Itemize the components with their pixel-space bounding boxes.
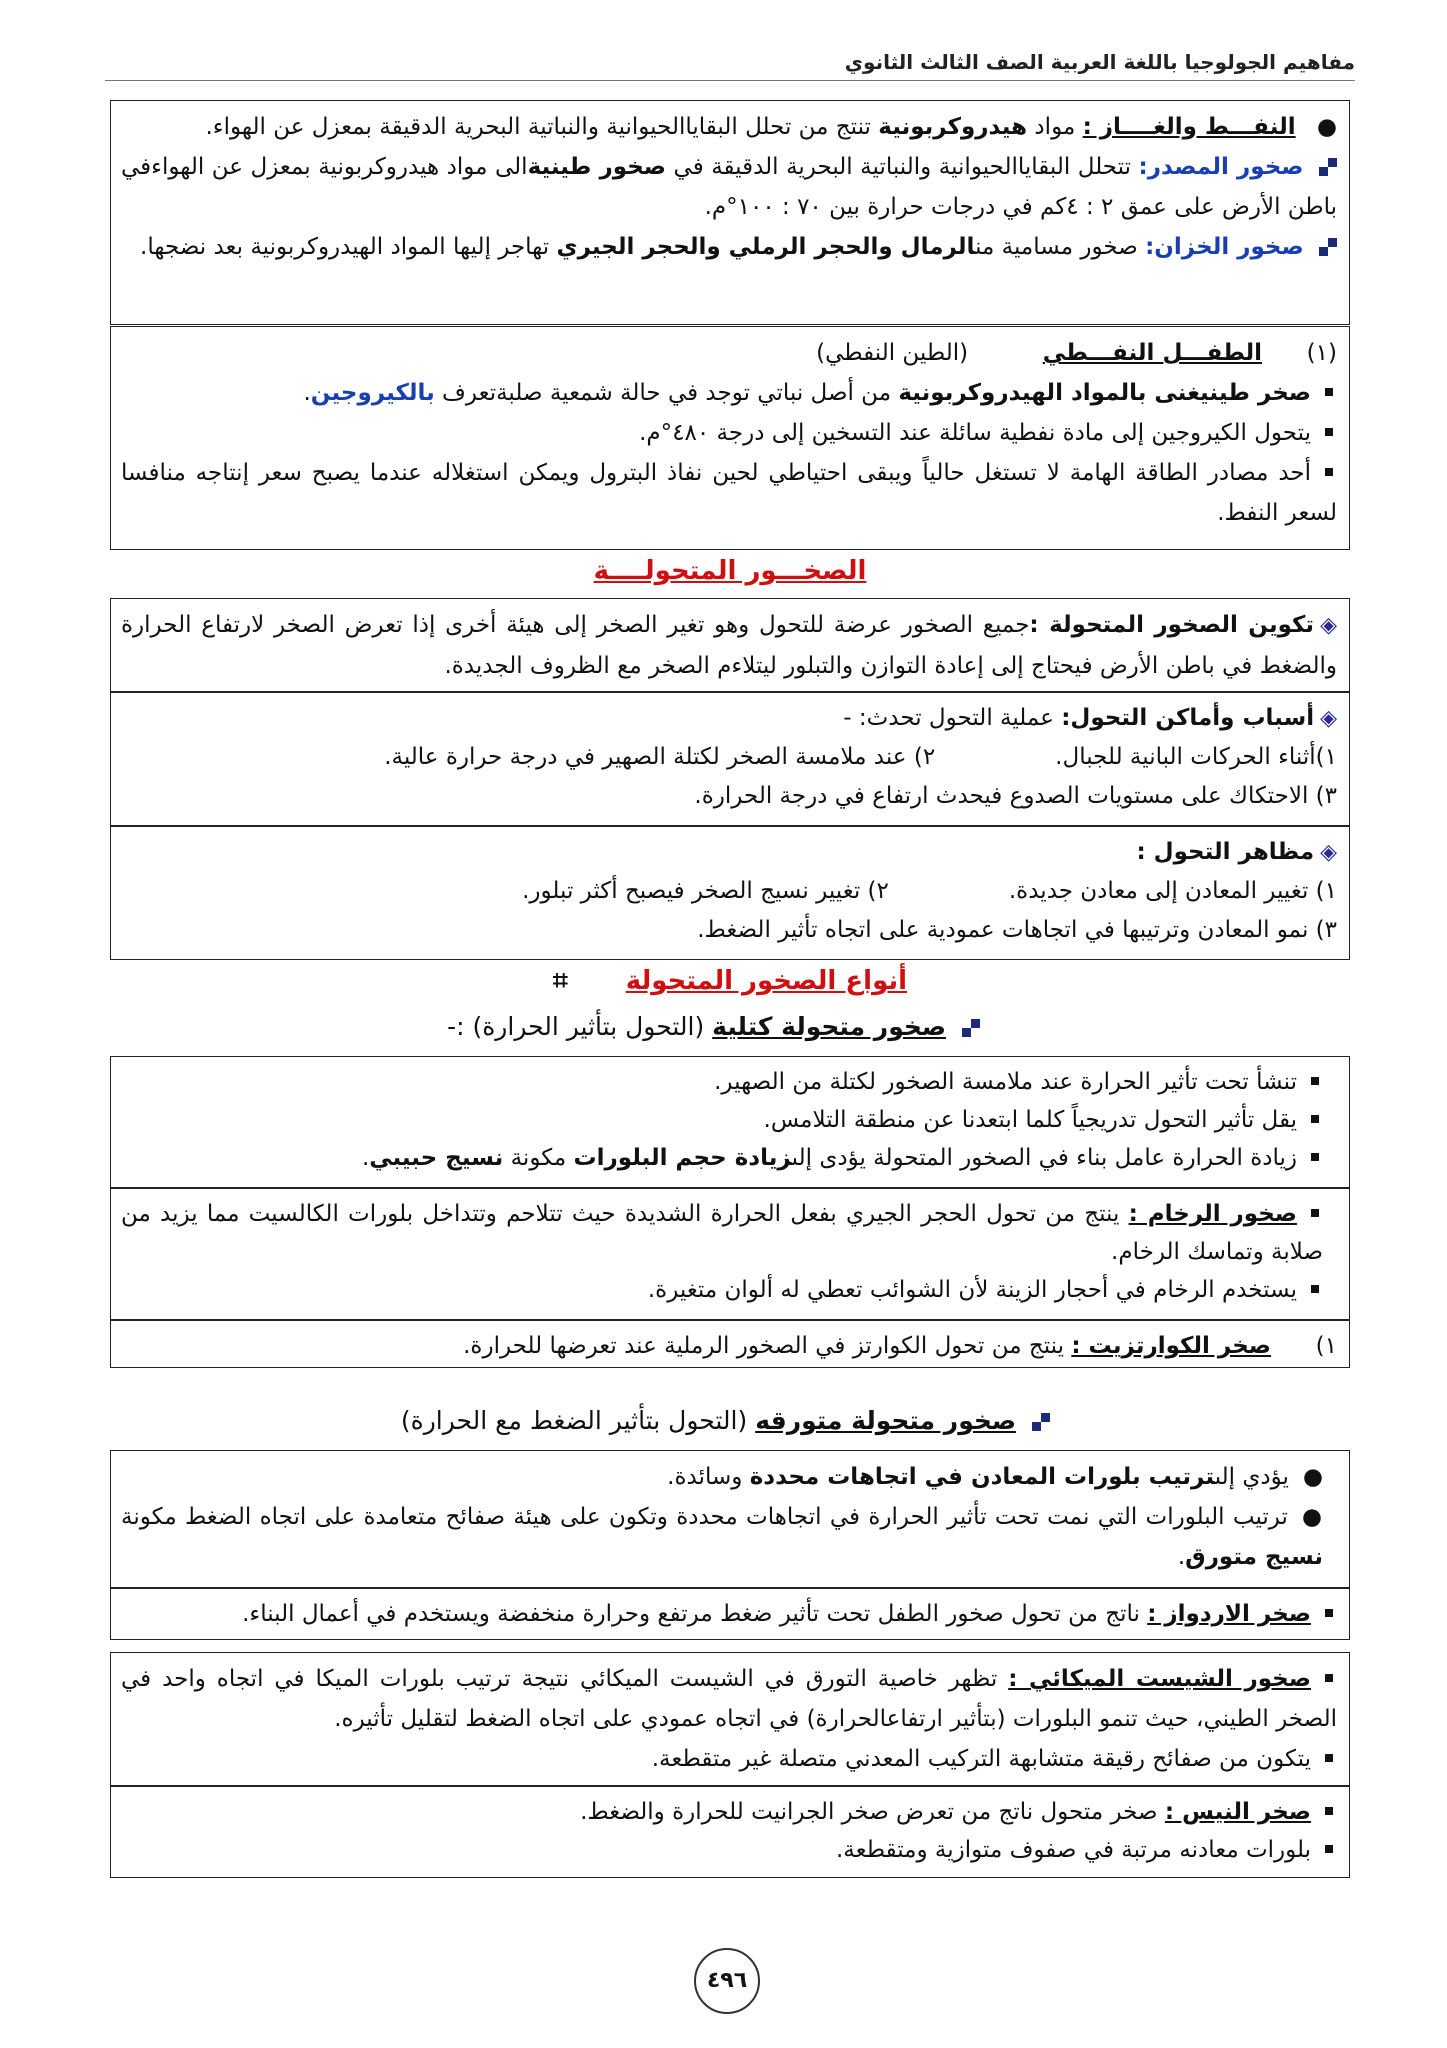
bold-text: نسيج متورق xyxy=(1185,1544,1323,1570)
term-oil-gas: النفـــط والغــــاز : xyxy=(1082,114,1296,140)
text: مكونة xyxy=(503,1145,574,1171)
text: الى مواد هيدروكربونية بمعزل عن الهواءفي باطن الأرض على عمق ٢ : ٤كم في درجات حرارة بين ٧٠ : ١٠٠°م. xyxy=(121,154,1337,220)
section-heading-metamorphic xyxy=(110,556,1350,586)
contact-meta-box xyxy=(110,1056,1350,1188)
subheading-foliated xyxy=(110,1406,1350,1435)
diamond-bullet-icon: ◈ xyxy=(1320,840,1337,865)
subheading-bold: صخور متحولة متورقه xyxy=(755,1406,1017,1435)
square-bullet-icon xyxy=(1311,1209,1319,1217)
text: من أصل نباتي توجد في حالة شمعية صلبةتعرف xyxy=(434,380,899,406)
square-bullet-icon xyxy=(1325,1754,1333,1762)
square-bullet-icon xyxy=(1311,1077,1319,1085)
square-bullet-icon xyxy=(1325,1845,1333,1853)
list-item xyxy=(121,1063,1337,1101)
term-marble: صخور الرخام : xyxy=(1128,1201,1297,1227)
text: تنشأ تحت تأثير الحرارة عند ملامسة الصخور لكتلة من الصهير. xyxy=(714,1069,1297,1095)
bold-text: الرمال والحجر الرملي والحجر الجيري xyxy=(556,234,976,260)
text: وسائدة. xyxy=(667,1464,750,1490)
reservoir-rocks-definition xyxy=(121,227,1337,267)
text: تتحلل البقاياالحيوانية والنباتية البحرية الدقيقة في xyxy=(666,154,1139,180)
text: يتكون من صفائح رقيقة متشابهة التركيب المعدني متصلة غير متقطعة. xyxy=(651,1746,1311,1772)
list-item xyxy=(121,911,1337,950)
causes-items-row xyxy=(121,738,1337,777)
square-bullet-icon xyxy=(1325,428,1333,436)
list-item: ١) تغيير المعادن إلى معادن جديدة. xyxy=(1008,878,1337,904)
mica-schist-definition xyxy=(121,1659,1337,1739)
causes-title-line xyxy=(121,699,1337,738)
text: زيادة الحرارة عامل بناء في الصخور المتحولة يؤدى إلى xyxy=(791,1145,1297,1171)
oil-gas-box xyxy=(110,100,1350,325)
text: ينتج من تحول الحجر الجيري بفعل الحرارة الشديدة حيث تتلاحم وتتداخل بلورات الكالسيت مما يزيد من صلابة وتماسك الرخام. xyxy=(121,1201,1323,1265)
formation-box xyxy=(110,598,1350,692)
text: عملية التحول تحدث: - xyxy=(843,705,1062,731)
square-bullet-icon xyxy=(1325,388,1333,396)
list-item xyxy=(121,1497,1337,1577)
causes-box xyxy=(110,692,1350,826)
list-item: ٢) عند ملامسة الصخر لكتلة الصهير في درجة حرارة عالية. xyxy=(384,744,936,770)
subheading-contact xyxy=(110,1012,1350,1041)
formation-definition xyxy=(121,605,1337,686)
term-quartzite: صخر الكوارتزيت : xyxy=(1071,1333,1272,1359)
heading-text: الصخـــور المتحولــــة xyxy=(593,556,867,586)
term-gneiss: صخر النيس : xyxy=(1164,1799,1311,1825)
checker-square-icon xyxy=(1319,158,1337,176)
term-reservoir-rocks: صخور الخزان: xyxy=(1145,234,1304,260)
text: ينتج من تحول الكوارتز في الصخور الرملية عند تعرضها للحرارة. xyxy=(463,1333,1072,1359)
section-heading-types xyxy=(110,966,1350,997)
term-aspects: مظاهر التحول : xyxy=(1136,839,1315,865)
term-slate: صخر الاردواز : xyxy=(1147,1601,1311,1627)
term-source-rocks: صخور المصدر: xyxy=(1138,154,1304,180)
text: . xyxy=(1177,1544,1186,1570)
slate-definition xyxy=(121,1595,1337,1633)
oil-shale-title: الطفـــل النفـــطي xyxy=(1042,340,1263,366)
square-bullet-icon xyxy=(1325,1674,1333,1682)
list-item: ٢) تغيير نسيج الصخر فيصبح أكثر تبلور. xyxy=(522,878,889,904)
list-item xyxy=(121,1457,1337,1497)
text: ناتج من تحول صخور الطفل تحت تأثير ضغط مرتفع وحرارة منخفضة ويستخدم في أعمال البناء. xyxy=(242,1601,1148,1627)
text: يقل تأثير التحول تدريجياً كلما ابتعدنا عن منطقة التلامس. xyxy=(763,1107,1297,1133)
aspects-box xyxy=(110,826,1350,960)
marble-definition xyxy=(121,1195,1337,1271)
quartzite-definition xyxy=(121,1327,1337,1365)
quartzite-box xyxy=(110,1320,1350,1368)
checker-square-icon xyxy=(1319,238,1337,256)
heading-text: أنواع الصخور المتحولة xyxy=(625,966,908,996)
oil-shale-alt-name: (الطين النفطي) xyxy=(816,340,969,366)
text: ٣) نمو المعادن وترتيبها في اتجاهات عمودية على اتجاه تأثير الضغط. xyxy=(697,917,1337,943)
bullet-dot-icon: ● xyxy=(1302,1464,1323,1490)
square-bullet-icon xyxy=(1311,1285,1319,1293)
checker-square-icon xyxy=(1032,1413,1050,1431)
diamond-bullet-icon: ◈ xyxy=(1320,706,1337,731)
square-bullet-icon xyxy=(1325,1609,1333,1617)
bold-text: صخور طينية xyxy=(527,154,667,180)
page-number: ٤٩٦ xyxy=(694,1948,760,2014)
page-header xyxy=(105,44,1355,81)
list-item xyxy=(121,777,1337,816)
item-number: (١) xyxy=(1306,340,1337,366)
list-item xyxy=(121,1831,1337,1869)
list-item xyxy=(121,373,1337,413)
text: يتحول الكيروجين إلى مادة نفطية سائلة عند التسخين إلى درجة ٤٨٠°م. xyxy=(639,420,1311,446)
text: تنتج من تحلل البقاياالحيوانية والنباتية البحرية الدقيقة بمعزل عن الهواء. xyxy=(205,114,879,140)
kerogen-term: بالكيروجين xyxy=(310,380,435,406)
gneiss-box xyxy=(110,1786,1350,1878)
text: جميع الصخور عرضة للتحول وهو تغير الصخر إلى هيئة أخرى إذا تعرض الصخر لارتفاع الحرارة والضغط في باطن الأرض فيحتاج إلى إعادة التوازن والتبلور ليتلاءم الصخر مع الظروف الجديدة. xyxy=(121,612,1337,679)
list-item xyxy=(121,413,1337,453)
square-bullet-icon xyxy=(1325,468,1333,476)
square-bullet-icon xyxy=(1325,1807,1333,1815)
subheading-bold: صخور متحولة كتلية xyxy=(712,1012,947,1041)
text: مواد xyxy=(1027,114,1083,140)
aspects-items-row xyxy=(121,872,1337,911)
subheading-text: (التحول بتأثير الضغط مع الحرارة) xyxy=(400,1406,756,1435)
text: . xyxy=(303,380,311,406)
item-number: ١) xyxy=(1315,1333,1337,1359)
term-formation: تكوين الصخور المتحولة : xyxy=(1029,612,1315,638)
hash-icon: ⌗ xyxy=(552,966,568,996)
diamond-bullet-icon: ◈ xyxy=(1320,613,1337,638)
text: يؤدي إلى xyxy=(1214,1464,1289,1490)
gneiss-definition xyxy=(121,1793,1337,1831)
text: أحد مصادر الطاقة الهامة لا تستغل حالياً ويبقى احتياطي لحين نفاذ البترول ويمكن استغلاله عندما يصبح سعر إنتاجه منافسا لسعر النفط. xyxy=(121,460,1337,526)
header-title: مفاهيم الجولوجيا باللغة العربية الصف الثالث الثانوي xyxy=(844,50,1355,74)
bullet-dot-icon: ● xyxy=(1301,1504,1323,1530)
source-rocks-definition xyxy=(121,147,1337,227)
bold-text: ترتيب بلورات المعادن في اتجاهات محددة xyxy=(749,1464,1215,1490)
text: تظهر خاصية التورق في الشيست الميكائي نتيجة ترتيب بلورات الميكا في اتجاه واحد في الصخر الطيني، حيث تنمو البلورات (بتأثير ارتفاعالحرارة) في اتجاه عمودي على اتجاه الضغط لتقليل تأثيره. xyxy=(121,1666,1337,1732)
text: ٣) الاحتكاك على مستويات الصدوع فيحدث ارتفاع في درجة الحرارة. xyxy=(694,783,1337,809)
text: صخور مسامية من xyxy=(975,234,1146,260)
square-bullet-icon xyxy=(1311,1115,1319,1123)
bold-text: نسيج حبيبي xyxy=(369,1145,504,1171)
aspects-title-line xyxy=(121,833,1337,872)
square-bullet-icon xyxy=(1311,1153,1319,1161)
list-item xyxy=(121,1139,1337,1177)
bold-text: هيدروكربونية xyxy=(878,114,1028,140)
mica-schist-box xyxy=(110,1652,1350,1786)
marble-box xyxy=(110,1188,1350,1320)
term-causes: أسباب وأماكن التحول: xyxy=(1061,705,1315,731)
list-item xyxy=(121,1101,1337,1139)
text: . xyxy=(361,1145,370,1171)
text: ترتيب البلورات التي نمت تحت تأثير الحرارة في اتجاهات محددة وتكون على هيئة صفائح متعامدة على اتجاه الضغط مكونة xyxy=(121,1504,1288,1530)
text: صخر متحول ناتج من تعرض صخر الجرانيت للحرارة والضغط. xyxy=(580,1799,1165,1825)
list-item xyxy=(121,453,1337,533)
text: تهاجر إليها المواد الهيدروكربونية بعد نضجها. xyxy=(140,234,557,260)
foliated-meta-box xyxy=(110,1450,1350,1588)
text: بلورات معادنه مرتبة في صفوف متوازية ومتقطعة. xyxy=(835,1837,1311,1863)
text: يستخدم الرخام في أحجار الزينة لأن الشوائب تعطي له ألوان متغيرة. xyxy=(647,1277,1297,1303)
slate-box xyxy=(110,1588,1350,1640)
oil-shale-box xyxy=(110,326,1350,550)
list-item xyxy=(121,1271,1337,1309)
subheading-text: (التحول بتأثير الحرارة) :- xyxy=(447,1012,713,1041)
oil-shale-title-line xyxy=(121,333,1337,373)
bold-text: صخر طينيغنى بالمواد الهيدروكربونية xyxy=(898,380,1311,406)
bullet-dot-icon: ● xyxy=(1316,114,1337,140)
term-mica-schist: صخور الشيست الميكائي : xyxy=(1008,1666,1311,1692)
list-item xyxy=(121,1739,1337,1779)
bold-text: زيادة حجم البلورات xyxy=(573,1145,792,1171)
oil-gas-definition xyxy=(121,107,1337,147)
list-item: ١)أثناء الحركات البانية للجبال. xyxy=(1055,744,1337,770)
checker-square-icon xyxy=(962,1019,980,1037)
